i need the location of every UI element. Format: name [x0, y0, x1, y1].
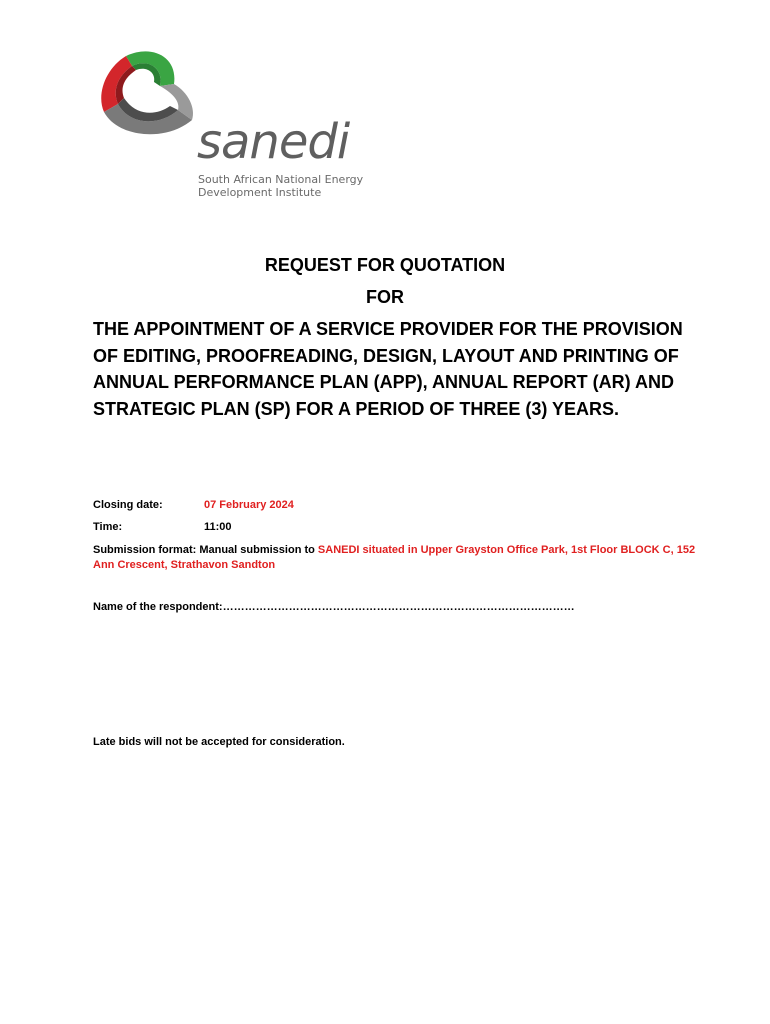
submission-format-label: Submission format: Manual submission to [93, 544, 318, 556]
time-value: 11:00 [204, 521, 232, 533]
document-for: FOR [366, 287, 404, 307]
logo-tagline-line2: Development Institute [198, 186, 322, 199]
submission-address: SANEDI situated in Upper Grayston Office Park, 1st Floor BLOCK C, 152 Ann Crescent, Strathavon Sandton [93, 544, 696, 571]
respondent-label: Name of the respondent: [93, 601, 223, 613]
logo-tagline [198, 173, 363, 199]
closing-date-value: 07 February 2024 [204, 499, 294, 511]
document-subject: THE APPOINTMENT OF A SERVICE PROVIDER FOR THE PROVISION OF EDITING, PROOFREADING, DESIGN, LAYOUT AND PRINTING OF ANNUAL PERFORMANCE PLAN (APP), ANNUAL REPORT (AR) AND STRATEGIC PLAN (SP) FOR A PERIOD OF THREE (3) YEARS. [93, 319, 683, 419]
respondent-name-line [93, 600, 713, 615]
closing-date-label: Closing date: [93, 499, 163, 511]
respondent-fill-dots: …………………………………………………………………………………… [222, 601, 575, 613]
sanedi-emblem-icon [96, 46, 206, 146]
logo-tagline-line1: South African National Energy [198, 173, 364, 186]
late-bids-notice: Late bids will not be accepted for consideration. [93, 736, 345, 748]
sanedi-logo [96, 46, 396, 206]
time-label: Time: [93, 521, 123, 533]
document-title: REQUEST FOR QUOTATION [264, 255, 506, 275]
submission-format [93, 543, 703, 573]
logo-wordmark: sanedi [197, 114, 350, 170]
